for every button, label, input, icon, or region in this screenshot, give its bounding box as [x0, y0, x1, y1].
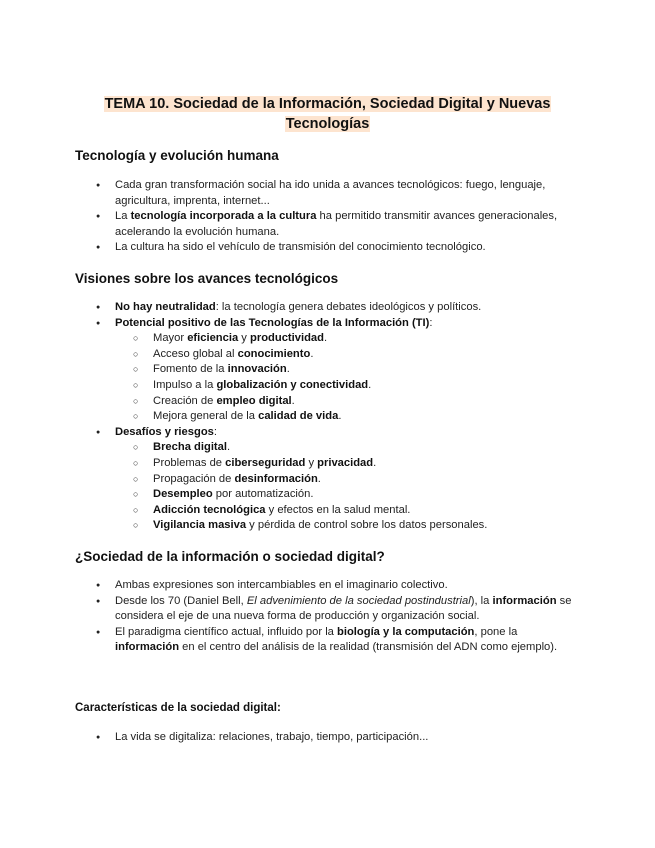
sublist-item: ○ Fomento de la innovación. — [115, 362, 576, 378]
sublist-item: ○ Propagación de desinformación. — [115, 472, 576, 488]
sublist-item: ○ Mayor eficiencia y productividad. — [115, 331, 576, 347]
sublist-item: ○ Impulso a la globalización y conectividad. — [115, 378, 576, 394]
sublist-item: ○ Adicción tecnológica y efectos en la salud mental. — [115, 503, 576, 519]
section-heading-tecnologia: Tecnología y evolución humana — [75, 148, 279, 163]
section4-list — [96, 730, 576, 746]
list-item: ● La tecnología incorporada a la cultura ha permitido transmitir avances generacionales, acelerando la evolución humana. — [96, 209, 576, 240]
list-item: ● No hay neutralidad: la tecnología genera debates ideológicos y políticos. — [96, 300, 576, 316]
sublist-item: ○ Desempleo por automatización. — [115, 487, 576, 503]
sublist-item: ○ Brecha digital. — [115, 440, 576, 456]
section2-list — [96, 300, 576, 534]
section-heading-visiones: Visiones sobre los avances tecnológicos — [75, 271, 339, 286]
list-item: ● El paradigma científico actual, influido por la biología y la computación, pone la información en el centro del análisis de la realidad (transmisión del ADN como ejemplo). — [96, 625, 576, 656]
sublist-risks — [115, 440, 576, 534]
sublist-item: ○ Acceso global al conocimiento. — [115, 347, 576, 363]
sublist-positive — [115, 331, 576, 425]
list-item: ● La cultura ha sido el vehículo de transmisión del conocimiento tecnológico. — [96, 240, 576, 256]
list-item: ● Cada gran transformación social ha ido unida a avances tecnológicos: fuego, lenguaje, agricultura, imprenta, internet... — [96, 178, 576, 209]
section1-list — [96, 178, 576, 256]
sublist-item: ○ Creación de empleo digital. — [115, 394, 576, 410]
section-heading-caracteristicas: Características de la sociedad digital: — [75, 702, 281, 714]
title-line-2: Tecnologías — [285, 116, 370, 132]
sublist-item: ○ Mejora general de la calidad de vida. — [115, 409, 576, 425]
title-line-1: TEMA 10. Sociedad de la Información, Sociedad Digital y Nuevas — [104, 96, 551, 112]
list-item: ● Desde los 70 (Daniel Bell, El advenimiento de la sociedad postindustrial), la información se considera el eje de una nueva forma de producción y organización social. — [96, 594, 576, 625]
list-item: ● Desafíos y riesgos: ○ Brecha digital. ○ Problemas de ciberseguridad y privacidad. ○ Propagación de desinformación. ○ Desempleo por automatización. ○ Adicción tecnológica y efectos en la salud mental. ○ Vigilancia masiva y pérdida de control sobre los datos personales. — [96, 425, 576, 534]
document-title — [60, 94, 595, 134]
list-item: ● Ambas expresiones son intercambiables en el imaginario colectivo. — [96, 578, 576, 594]
list-item: ● Potencial positivo de las Tecnologías de la Información (TI): ○ Mayor eficiencia y productividad. ○ Acceso global al conocimiento. ○ Fomento de la innovación. ○ Impulso a la globalización y conectividad. ○ Creación de empleo digital. ○ Mejora general de la calidad de vida. — [96, 316, 576, 425]
list-item: ● La vida se digitaliza: relaciones, trabajo, tiempo, participación... — [96, 730, 576, 746]
section3-list — [96, 578, 576, 656]
section-heading-sociedad: ¿Sociedad de la información o sociedad digital? — [75, 549, 385, 564]
sublist-item: ○ Vigilancia masiva y pérdida de control sobre los datos personales. — [115, 518, 576, 534]
sublist-item: ○ Problemas de ciberseguridad y privacidad. — [115, 456, 576, 472]
